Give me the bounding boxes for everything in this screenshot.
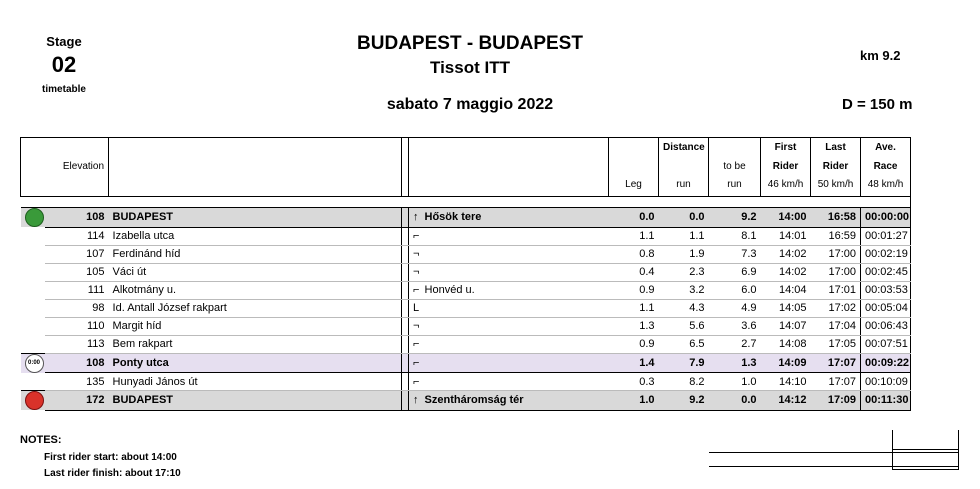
row-sep xyxy=(402,263,409,281)
row-run: 1.1 xyxy=(659,227,709,245)
table-row xyxy=(21,281,960,299)
row-note xyxy=(421,299,609,317)
row-ave-race: 00:10:09 xyxy=(861,373,911,391)
row-place: Id. Antall József rakpart xyxy=(109,299,402,317)
notes-vline xyxy=(892,430,893,470)
row-first-rider: 14:07 xyxy=(761,317,811,335)
col-race-label: Race xyxy=(873,161,898,172)
table-row xyxy=(21,263,960,281)
row-first-rider: 14:12 xyxy=(761,391,811,411)
row-note: Szentháromság tér xyxy=(421,391,609,411)
row-sep xyxy=(402,317,409,335)
row-run: 2.3 xyxy=(659,263,709,281)
row-to-be: 0.0 xyxy=(709,391,761,411)
row-first-rider: 14:04 xyxy=(761,281,811,299)
row-place: BUDAPEST xyxy=(109,208,402,228)
row-place: Bem rakpart xyxy=(109,335,402,353)
row-note xyxy=(421,245,609,263)
notes-title: NOTES: xyxy=(20,434,62,446)
timetable xyxy=(20,137,960,411)
row-to-be: 6.0 xyxy=(709,281,761,299)
row-leg: 0.3 xyxy=(609,373,659,391)
col-first-rider xyxy=(761,138,811,197)
row-last-rider: 17:00 xyxy=(811,263,861,281)
row-run: 8.2 xyxy=(659,373,709,391)
row-leg: 1.3 xyxy=(609,317,659,335)
col-distance xyxy=(659,138,709,197)
notes-box-line xyxy=(892,449,959,450)
row-leg: 0.9 xyxy=(609,281,659,299)
row-place: Margit híd xyxy=(109,317,402,335)
row-elevation: 108 xyxy=(45,353,109,373)
row-note xyxy=(421,353,609,373)
table-row xyxy=(21,353,960,373)
col-run-label: run xyxy=(676,179,691,190)
row-icon xyxy=(21,317,45,335)
row-elevation: 172 xyxy=(45,391,109,411)
row-place: BUDAPEST xyxy=(109,391,402,411)
row-note: Honvéd u. xyxy=(421,281,609,299)
col-ave-speed: 48 km/h xyxy=(867,179,904,190)
row-to-be: 3.6 xyxy=(709,317,761,335)
table-row xyxy=(21,208,960,228)
row-ave-race: 00:02:45 xyxy=(861,263,911,281)
stage-date: sabato 7 maggio 2022 xyxy=(386,96,554,113)
col-to-be xyxy=(709,138,761,197)
row-icon xyxy=(21,245,45,263)
row-last-rider: 17:05 xyxy=(811,335,861,353)
row-to-be: 2.7 xyxy=(709,335,761,353)
row-run: 9.2 xyxy=(659,391,709,411)
row-to-be: 9.2 xyxy=(709,208,761,228)
row-leg: 1.1 xyxy=(609,227,659,245)
row-run: 7.9 xyxy=(659,353,709,373)
row-place: Alkotmány u. xyxy=(109,281,402,299)
stage-number: 02 xyxy=(51,52,77,77)
row-direction: ¬ xyxy=(409,317,421,335)
row-first-rider: 14:09 xyxy=(761,353,811,373)
row-leg: 0.8 xyxy=(609,245,659,263)
col-distance-label: Distance xyxy=(663,142,705,153)
notes-box-bottom xyxy=(892,469,959,470)
row-elevation: 111 xyxy=(45,281,109,299)
row-leg: 0.9 xyxy=(609,335,659,353)
col-last-speed: 50 km/h xyxy=(817,179,854,190)
row-ave-race: 00:05:04 xyxy=(861,299,911,317)
row-to-be: 1.0 xyxy=(709,373,761,391)
row-direction: L xyxy=(409,299,421,317)
row-icon xyxy=(21,281,45,299)
elevation-gain: D = 150 m xyxy=(842,96,913,113)
row-run: 6.5 xyxy=(659,335,709,353)
row-elevation: 98 xyxy=(45,299,109,317)
row-first-rider: 14:00 xyxy=(761,208,811,228)
row-direction: ⌐ xyxy=(409,335,421,353)
row-last-rider: 16:59 xyxy=(811,227,861,245)
col-sep xyxy=(402,138,409,197)
row-leg: 0.0 xyxy=(609,208,659,228)
row-direction: ⌐ xyxy=(409,281,421,299)
table-row xyxy=(21,373,960,391)
table-row xyxy=(21,299,960,317)
row-place: Izabella utca xyxy=(109,227,402,245)
row-elevation: 107 xyxy=(45,245,109,263)
row-to-be: 8.1 xyxy=(709,227,761,245)
row-last-rider: 17:01 xyxy=(811,281,861,299)
row-last-rider: 17:07 xyxy=(811,353,861,373)
row-ave-race: 00:01:27 xyxy=(861,227,911,245)
row-run: 3.2 xyxy=(659,281,709,299)
row-direction: ⌐ xyxy=(409,227,421,245)
col-last-label-2: Rider xyxy=(822,161,849,172)
row-ave-race: 00:02:19 xyxy=(861,245,911,263)
col-last-label: Last xyxy=(825,142,846,153)
start-icon xyxy=(25,208,44,227)
row-icon xyxy=(21,373,45,391)
row-icon xyxy=(21,299,45,317)
row-run: 1.9 xyxy=(659,245,709,263)
row-first-rider: 14:02 xyxy=(761,263,811,281)
row-to-be: 6.9 xyxy=(709,263,761,281)
stage-label: Stage xyxy=(46,34,82,49)
row-sep xyxy=(402,335,409,353)
row-last-rider: 17:02 xyxy=(811,299,861,317)
note-first-rider: First rider start: about 14:00 xyxy=(44,452,177,463)
row-icon xyxy=(21,335,45,353)
row-last-rider: 17:09 xyxy=(811,391,861,411)
page-title: BUDAPEST - BUDAPEST xyxy=(357,33,583,54)
col-leg xyxy=(609,138,659,197)
row-elevation: 110 xyxy=(45,317,109,335)
row-ave-race: 00:03:53 xyxy=(861,281,911,299)
col-first-label-2: Rider xyxy=(772,161,799,172)
row-first-rider: 14:05 xyxy=(761,299,811,317)
row-last-rider: 17:04 xyxy=(811,317,861,335)
table-row xyxy=(21,335,960,353)
row-leg: 0.4 xyxy=(609,263,659,281)
col-elevation-label: Elevation xyxy=(62,161,105,172)
table-row xyxy=(21,227,960,245)
row-note xyxy=(421,263,609,281)
row-icon xyxy=(21,353,45,373)
row-icon xyxy=(21,263,45,281)
row-direction: ↑ xyxy=(409,208,421,228)
table-row xyxy=(21,245,960,263)
row-sep xyxy=(402,353,409,373)
stage-subtitle: timetable xyxy=(42,84,86,95)
row-note xyxy=(421,335,609,353)
col-place xyxy=(109,138,402,197)
row-direction: ⌐ xyxy=(409,373,421,391)
table-row xyxy=(21,317,960,335)
row-first-rider: 14:08 xyxy=(761,335,811,353)
row-place: Váci út xyxy=(109,263,402,281)
row-run: 5.6 xyxy=(659,317,709,335)
col-ave-label: Ave. xyxy=(875,142,896,153)
row-last-rider: 17:07 xyxy=(811,373,861,391)
row-ave-race: 00:11:30 xyxy=(861,391,911,411)
col-ave-race xyxy=(861,138,911,197)
row-ave-race: 00:06:43 xyxy=(861,317,911,335)
row-sep xyxy=(402,391,409,411)
col-run2-label: run xyxy=(727,179,742,190)
row-ave-race: 00:00:00 xyxy=(861,208,911,228)
page-subtitle: Tissot ITT xyxy=(430,58,510,77)
table-row xyxy=(21,391,960,411)
row-elevation: 113 xyxy=(45,335,109,353)
note-last-rider: Last rider finish: about 17:10 xyxy=(44,468,181,479)
row-place: Ferdinánd híd xyxy=(109,245,402,263)
col-last-rider xyxy=(811,138,861,197)
row-elevation: 114 xyxy=(45,227,109,245)
row-note xyxy=(421,227,609,245)
notes-vline-right xyxy=(958,430,959,470)
col-to-be-label: to be xyxy=(723,161,746,172)
row-direction: ¬ xyxy=(409,245,421,263)
row-sep xyxy=(402,373,409,391)
row-sep xyxy=(402,227,409,245)
row-leg: 1.0 xyxy=(609,391,659,411)
row-leg: 1.4 xyxy=(609,353,659,373)
row-sep xyxy=(402,299,409,317)
row-sep xyxy=(402,245,409,263)
row-place: Ponty utca xyxy=(109,353,402,373)
row-first-rider: 14:10 xyxy=(761,373,811,391)
stage-km: km 9.2 xyxy=(860,48,901,63)
row-direction: ⌐ xyxy=(409,353,421,373)
row-to-be: 7.3 xyxy=(709,245,761,263)
row-ave-race: 00:07:51 xyxy=(861,335,911,353)
row-icon xyxy=(21,227,45,245)
row-last-rider: 17:00 xyxy=(811,245,861,263)
row-sep xyxy=(402,208,409,228)
row-elevation: 135 xyxy=(45,373,109,391)
row-to-be: 4.9 xyxy=(709,299,761,317)
row-run: 0.0 xyxy=(659,208,709,228)
row-icon xyxy=(21,208,45,228)
clock-icon: 0:00 xyxy=(25,354,44,373)
row-note: Hősök tere xyxy=(421,208,609,228)
row-last-rider: 16:58 xyxy=(811,208,861,228)
notes-line-1 xyxy=(709,452,959,453)
row-elevation: 108 xyxy=(45,208,109,228)
row-sep xyxy=(402,281,409,299)
row-ave-race: 00:09:22 xyxy=(861,353,911,373)
row-direction: ¬ xyxy=(409,263,421,281)
row-note xyxy=(421,373,609,391)
col-direction xyxy=(409,138,609,197)
row-leg: 1.1 xyxy=(609,299,659,317)
spacer-row xyxy=(21,197,960,208)
row-direction: ↑ xyxy=(409,391,421,411)
row-first-rider: 14:01 xyxy=(761,227,811,245)
row-run: 4.3 xyxy=(659,299,709,317)
table-header xyxy=(21,138,960,197)
col-first-speed: 46 km/h xyxy=(767,179,804,190)
row-elevation: 105 xyxy=(45,263,109,281)
col-leg-label: Leg xyxy=(625,179,642,190)
row-place: Hunyadi János út xyxy=(109,373,402,391)
col-first-label: First xyxy=(774,142,797,153)
row-first-rider: 14:02 xyxy=(761,245,811,263)
notes-line-2 xyxy=(709,466,959,467)
row-note xyxy=(421,317,609,335)
col-elevation xyxy=(21,138,109,197)
row-icon xyxy=(21,391,45,411)
finish-icon xyxy=(25,391,44,410)
row-to-be: 1.3 xyxy=(709,353,761,373)
